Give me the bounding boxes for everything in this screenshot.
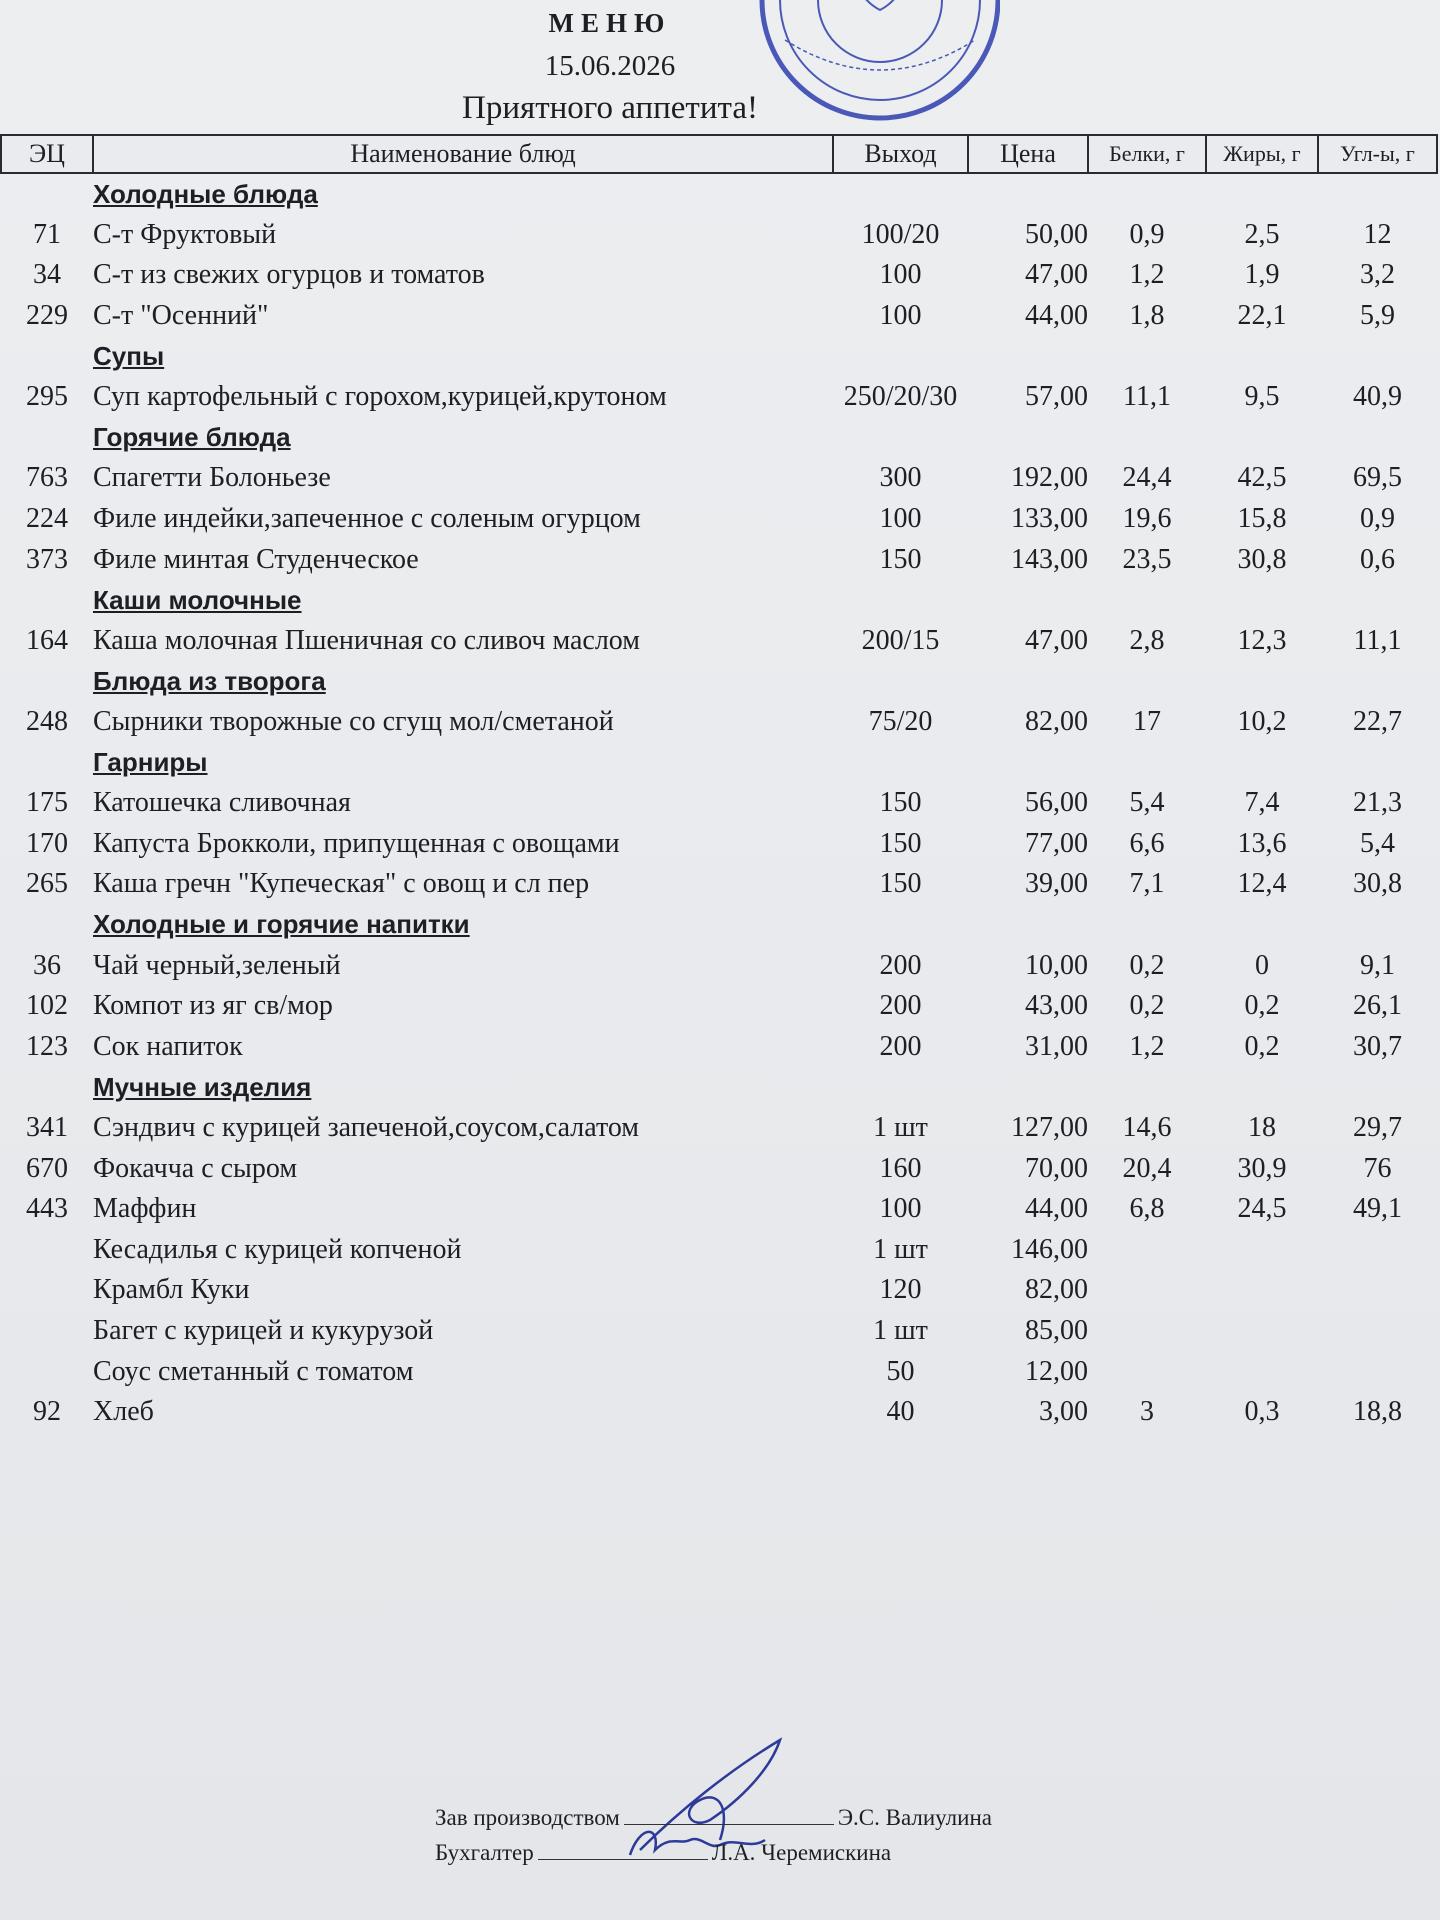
signature-accountant xyxy=(435,1840,891,1866)
menu-table xyxy=(0,134,1438,1432)
dish-price: 39,00 xyxy=(1025,868,1088,900)
category-title: Блюда из творога xyxy=(93,665,326,696)
dish-fat: 42,5 xyxy=(1237,462,1287,494)
dish-carbs xyxy=(1318,1270,1437,1311)
dish-protein: 3 xyxy=(1140,1396,1154,1428)
table-row xyxy=(1,1108,1437,1149)
table-row xyxy=(1,621,1437,662)
dish-yield: 300 xyxy=(879,462,922,494)
dish-fat: 12,3 xyxy=(1237,624,1287,656)
dish-price: 47,00 xyxy=(1025,624,1088,656)
table-header-row xyxy=(1,135,1437,173)
dish-price: 44,00 xyxy=(1025,1193,1088,1225)
dish-price: 133,00 xyxy=(1011,503,1088,535)
signature-production xyxy=(435,1805,992,1831)
category-title: Супы xyxy=(93,341,165,372)
dish-price: 192,00 xyxy=(1011,462,1088,494)
table-row xyxy=(1,215,1437,256)
category-row xyxy=(1,742,1437,783)
dish-fat: 10,2 xyxy=(1237,706,1287,738)
dish-yield: 75/20 xyxy=(868,706,933,738)
category-row xyxy=(1,905,1437,946)
dish-code: 229 xyxy=(26,300,68,332)
dish-protein: 17 xyxy=(1133,706,1161,738)
dish-protein: 6,6 xyxy=(1129,827,1165,859)
dish-protein xyxy=(1088,1270,1206,1311)
dish-carbs: 49,1 xyxy=(1353,1193,1402,1225)
dish-protein: 23,5 xyxy=(1122,543,1172,575)
dish-carbs: 30,7 xyxy=(1353,1030,1402,1062)
dish-protein: 0,9 xyxy=(1129,218,1165,250)
category-title: Гарниры xyxy=(93,747,208,778)
dish-code: 71 xyxy=(33,218,61,250)
dish-name: Маффин xyxy=(93,1193,197,1225)
dish-price: 57,00 xyxy=(1025,381,1088,413)
table-row xyxy=(1,255,1437,296)
dish-name: Кесадилья с курицей копченой xyxy=(93,1233,462,1265)
dish-name: Фокачча с сыром xyxy=(93,1152,298,1184)
column-header-fat: Жиры, г xyxy=(1206,135,1318,173)
dish-protein xyxy=(1088,1351,1206,1392)
dish-carbs: 12 xyxy=(1363,218,1392,250)
dish-yield: 40 xyxy=(886,1396,915,1428)
dish-code: 248 xyxy=(26,706,68,738)
category-row xyxy=(1,580,1437,621)
accountant-name: Л.А. Черемискина xyxy=(711,1840,892,1865)
dish-code: 763 xyxy=(26,462,68,494)
category-spacer xyxy=(1,336,93,377)
dish-name: Филе индейки,запеченное с соленым огурцом xyxy=(93,503,641,535)
dish-yield: 1 шт xyxy=(873,1233,928,1265)
production-name: Э.С. Валиулина xyxy=(837,1805,992,1830)
dish-price: 43,00 xyxy=(1025,990,1088,1022)
dish-protein xyxy=(1088,1229,1206,1270)
dish-name: Филе минтая Студенческое xyxy=(93,543,419,575)
dish-carbs: 0,9 xyxy=(1360,503,1395,535)
dish-name: Спагетти Болоньезе xyxy=(93,462,331,494)
table-row xyxy=(1,458,1437,499)
table-row xyxy=(1,377,1437,418)
menu-date: 15.06.2026 xyxy=(544,50,676,82)
dish-protein: 2,8 xyxy=(1129,624,1165,656)
dish-price: 127,00 xyxy=(1011,1111,1088,1143)
dish-name: Сырники творожные со сгущ мол/сметаной xyxy=(93,706,614,738)
dish-name: Катошечка сливочная xyxy=(93,787,351,819)
dish-protein: 1,2 xyxy=(1129,1030,1165,1062)
table-row xyxy=(1,824,1437,865)
dish-code xyxy=(1,1311,93,1352)
dish-fat: 1,9 xyxy=(1244,259,1280,291)
category-spacer xyxy=(1,418,93,459)
dish-yield: 150 xyxy=(879,868,922,900)
dish-fat: 0 xyxy=(1255,949,1269,981)
column-header-yield: Выход xyxy=(833,135,968,173)
dish-code: 102 xyxy=(26,990,68,1022)
table-row xyxy=(1,864,1437,905)
category-spacer xyxy=(1,742,93,783)
dish-protein: 24,4 xyxy=(1122,462,1172,494)
dish-carbs xyxy=(1318,1229,1437,1270)
dish-protein: 0,2 xyxy=(1129,949,1165,981)
dish-yield: 100/20 xyxy=(861,218,940,250)
category-row xyxy=(1,418,1437,459)
dish-code: 175 xyxy=(26,787,68,819)
dish-code xyxy=(1,1351,93,1392)
accountant-label: Бухгалтер xyxy=(435,1840,534,1865)
dish-fat: 0,3 xyxy=(1244,1396,1280,1428)
dish-code: 265 xyxy=(26,868,68,900)
dish-code: 123 xyxy=(26,1030,68,1062)
dish-fat: 30,8 xyxy=(1237,543,1287,575)
column-header-name: Наименование блюд xyxy=(93,135,833,173)
dish-protein: 7,1 xyxy=(1129,868,1165,900)
dish-yield: 1 шт xyxy=(873,1111,928,1143)
dish-name: С-т из свежих огурцов и томатов xyxy=(93,259,485,291)
dish-price: 47,00 xyxy=(1025,259,1088,291)
table-row xyxy=(1,1026,1437,1067)
dish-carbs: 5,4 xyxy=(1360,827,1395,859)
dish-carbs: 3,2 xyxy=(1360,259,1395,291)
dish-protein: 1,2 xyxy=(1129,259,1165,291)
table-row xyxy=(1,702,1437,743)
dish-carbs: 9,1 xyxy=(1360,949,1395,981)
category-spacer xyxy=(1,661,93,702)
table-row xyxy=(1,1311,1437,1352)
column-header-code: ЭЦ xyxy=(1,135,93,173)
dish-yield: 200 xyxy=(879,1030,922,1062)
column-header-carbs: Угл-ы, г xyxy=(1318,135,1437,173)
dish-carbs: 21,3 xyxy=(1353,787,1402,819)
dish-code: 170 xyxy=(26,827,68,859)
dish-name: Каша молочная Пшеничная со сливоч маслом xyxy=(93,624,640,656)
dish-carbs xyxy=(1318,1311,1437,1352)
dish-carbs: 26,1 xyxy=(1353,990,1402,1022)
table-row xyxy=(1,1148,1437,1189)
dish-yield: 100 xyxy=(879,300,922,332)
dish-carbs: 30,8 xyxy=(1353,868,1402,900)
dish-price: 146,00 xyxy=(1011,1233,1088,1265)
dish-code: 34 xyxy=(33,259,61,291)
table-row xyxy=(1,1229,1437,1270)
dish-fat: 18 xyxy=(1248,1111,1276,1143)
dish-protein: 19,6 xyxy=(1122,503,1172,535)
category-row xyxy=(1,173,1437,215)
category-spacer xyxy=(1,905,93,946)
table-row xyxy=(1,1270,1437,1311)
category-title: Каши молочные xyxy=(93,584,302,615)
category-spacer xyxy=(1,173,93,215)
dish-protein: 20,4 xyxy=(1122,1152,1172,1184)
dish-yield: 100 xyxy=(879,1193,922,1225)
dish-name: Компот из яг св/мор xyxy=(93,990,333,1022)
production-label: Зав производством xyxy=(435,1805,620,1830)
dish-protein xyxy=(1088,1311,1206,1352)
dish-yield: 160 xyxy=(879,1152,922,1184)
category-spacer xyxy=(1,1067,93,1108)
table-row xyxy=(1,783,1437,824)
dish-yield: 150 xyxy=(879,787,922,819)
dish-name: Соус сметанный с томатом xyxy=(93,1355,414,1387)
dish-protein: 1,8 xyxy=(1129,300,1165,332)
dish-name: Багет с курицей и кукурузой xyxy=(93,1314,434,1346)
dish-fat: 12,4 xyxy=(1237,868,1287,900)
dish-name: Капуста Брокколи, припущенная с овощами xyxy=(93,827,620,859)
dish-price: 50,00 xyxy=(1025,218,1088,250)
dish-code: 224 xyxy=(26,503,68,535)
dish-code: 341 xyxy=(26,1111,68,1143)
dish-name: Крамбл Куки xyxy=(93,1274,250,1306)
table-row xyxy=(1,1351,1437,1392)
dish-name: Каша гречн "Купеческая" с овощ и сл пер xyxy=(93,868,590,900)
dish-fat: 15,8 xyxy=(1237,503,1287,535)
dish-yield: 200 xyxy=(879,949,922,981)
dish-yield: 250/20/30 xyxy=(843,381,958,413)
dish-price: 77,00 xyxy=(1025,827,1088,859)
category-row xyxy=(1,661,1437,702)
dish-yield: 50 xyxy=(886,1355,915,1387)
table-row xyxy=(1,296,1437,337)
dish-protein: 0,2 xyxy=(1129,990,1165,1022)
dish-protein: 14,6 xyxy=(1122,1111,1172,1143)
dish-yield: 150 xyxy=(879,543,922,575)
greeting: Приятного аппетита! xyxy=(462,90,758,126)
dish-price: 56,00 xyxy=(1025,787,1088,819)
category-row xyxy=(1,336,1437,377)
dish-price: 70,00 xyxy=(1025,1152,1088,1184)
dish-fat: 24,5 xyxy=(1237,1193,1287,1225)
dish-yield: 100 xyxy=(879,503,922,535)
dish-fat: 13,6 xyxy=(1237,827,1287,859)
dish-fat: 9,5 xyxy=(1244,381,1280,413)
dish-code: 670 xyxy=(26,1152,68,1184)
dish-code: 164 xyxy=(26,624,68,656)
dish-protein: 5,4 xyxy=(1129,787,1165,819)
category-spacer xyxy=(1,580,93,621)
dish-fat: 0,2 xyxy=(1244,990,1280,1022)
dish-carbs: 18,8 xyxy=(1353,1396,1402,1428)
dish-yield: 1 шт xyxy=(873,1314,928,1346)
table-row xyxy=(1,945,1437,986)
dish-price: 85,00 xyxy=(1025,1314,1088,1346)
dish-fat xyxy=(1206,1311,1318,1352)
dish-carbs: 69,5 xyxy=(1353,462,1402,494)
table-row xyxy=(1,1189,1437,1230)
dish-fat xyxy=(1206,1351,1318,1392)
dish-carbs: 40,9 xyxy=(1353,381,1402,413)
dish-carbs: 0,6 xyxy=(1360,543,1395,575)
dish-code: 295 xyxy=(26,381,68,413)
dish-yield: 150 xyxy=(879,827,922,859)
table-row xyxy=(1,1392,1437,1433)
dish-name: С-т Фруктовый xyxy=(93,218,277,250)
column-header-protein: Белки, г xyxy=(1088,135,1206,173)
dish-name: Суп картофельный с горохом,курицей,крутоном xyxy=(93,381,667,413)
dish-carbs: 11,1 xyxy=(1353,624,1402,656)
dish-carbs: 22,7 xyxy=(1353,706,1402,738)
dish-yield: 200/15 xyxy=(861,624,940,656)
table-row xyxy=(1,539,1437,580)
dish-code: 443 xyxy=(26,1193,68,1225)
dish-yield: 200 xyxy=(879,990,922,1022)
dish-name: Сэндвич с курицей запеченой,соусом,салатом xyxy=(93,1111,640,1143)
column-header-price: Цена xyxy=(968,135,1088,173)
dish-price: 12,00 xyxy=(1025,1355,1088,1387)
category-title: Холодные блюда xyxy=(93,178,318,209)
dish-price: 143,00 xyxy=(1011,543,1088,575)
dish-price: 82,00 xyxy=(1025,1274,1088,1306)
signature-line xyxy=(538,1859,708,1860)
dish-code: 373 xyxy=(26,543,68,575)
category-title: Горячие блюда xyxy=(93,422,291,453)
dish-price: 82,00 xyxy=(1025,706,1088,738)
dish-code xyxy=(1,1229,93,1270)
dish-name: Сок напиток xyxy=(93,1030,243,1062)
dish-code xyxy=(1,1270,93,1311)
dish-fat: 7,4 xyxy=(1244,787,1280,819)
dish-price: 31,00 xyxy=(1025,1030,1088,1062)
dish-carbs xyxy=(1318,1351,1437,1392)
dish-name: С-т "Осенний" xyxy=(93,300,269,332)
category-title: Холодные и горячие напитки xyxy=(93,909,470,940)
dish-price: 10,00 xyxy=(1025,949,1088,981)
dish-yield: 100 xyxy=(879,259,922,291)
table-row xyxy=(1,986,1437,1027)
table-row xyxy=(1,499,1437,540)
dish-fat: 2,5 xyxy=(1244,218,1280,250)
dish-fat xyxy=(1206,1229,1318,1270)
dish-fat: 22,1 xyxy=(1237,300,1287,332)
dish-name: Хлеб xyxy=(93,1396,154,1428)
category-row xyxy=(1,1067,1437,1108)
menu-body xyxy=(1,173,1437,1432)
dish-fat: 0,2 xyxy=(1244,1030,1280,1062)
page-title: МЕНЮ xyxy=(548,8,672,38)
dish-name: Чай черный,зеленый xyxy=(93,949,341,981)
dish-code: 92 xyxy=(33,1396,61,1428)
dish-price: 44,00 xyxy=(1025,300,1088,332)
dish-code: 36 xyxy=(33,949,61,981)
dish-price: 3,00 xyxy=(1039,1396,1088,1428)
dish-carbs: 76 xyxy=(1363,1152,1392,1184)
dish-protein: 11,1 xyxy=(1123,381,1171,413)
category-title: Мучные изделия xyxy=(93,1071,312,1102)
dish-carbs: 5,9 xyxy=(1360,300,1395,332)
dish-carbs: 29,7 xyxy=(1353,1111,1402,1143)
dish-yield: 120 xyxy=(879,1274,922,1306)
dish-fat xyxy=(1206,1270,1318,1311)
signature-line xyxy=(624,1824,834,1825)
dish-fat: 30,9 xyxy=(1237,1152,1287,1184)
dish-protein: 6,8 xyxy=(1129,1193,1165,1225)
